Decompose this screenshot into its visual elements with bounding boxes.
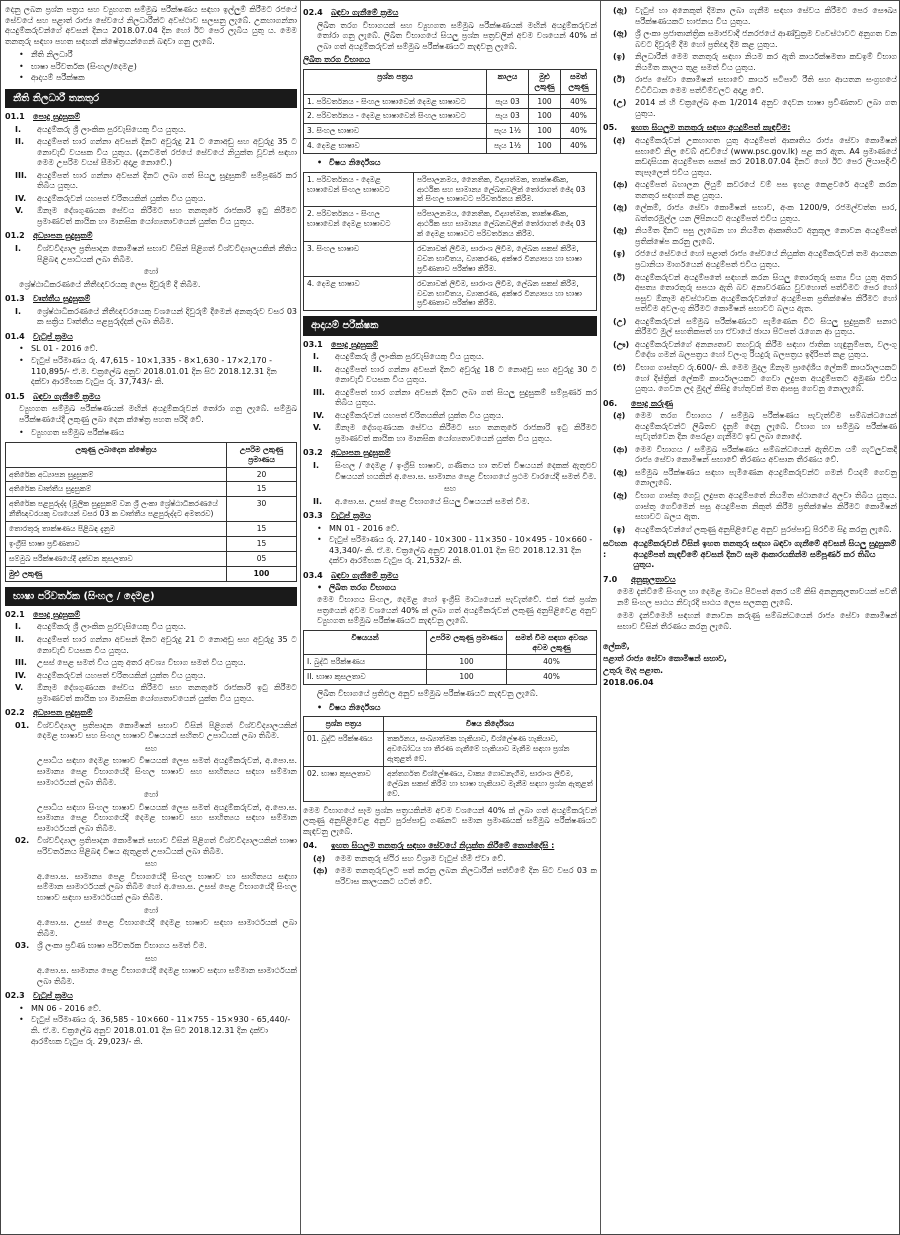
list-item: I. අයදුම්කරු ශ්‍රී ලාංකික පුරවැසියෙකු විය යුතුය. <box>15 124 187 134</box>
list-item: III. අයදුම්පත් භාර ගන්නා අවසන් දිනට ලබා ගත් සියලු සුදුසුකම් සම්පූර්ණ කර තිබිය යුතුය. <box>15 170 297 191</box>
table-row: 1. පරිවර්තනය - සිංහල භාෂාවෙන් දෙමළ භාෂාවට පැය 03 100 40% <box>304 94 597 109</box>
table-row: 4. දෙමළ භාෂාව පැය 1½ 100 40% <box>304 139 597 154</box>
section-heading: 01.3 වෘත්තීය සුදුසුකම් <box>5 294 91 304</box>
list-item: (ආ) අයදුම්පත් බහාලන ලියුම් කවරයේ වම් පස ඉහළ කෙළවරේ අයදුම් කරන තනතුර සඳහන් කළ යුතුය. <box>613 180 897 200</box>
list-item: • MN 01 - 2016 වේ. <box>317 523 400 533</box>
table-header: විෂයයන් <box>304 630 427 655</box>
list-item: (ඇ) වැටුප් හා අනෙකුත් දීමනා ලබා ගැනීම සඳහා සේවය කිරීමට පෙර සෞඛ්‍ය පරීක්ෂණයකට භාජනය විය යුතුය. <box>613 6 897 26</box>
table-row: 3. සිංහල භාෂාව පැය 1½ 100 40% <box>304 124 597 139</box>
connector-text: සහ <box>443 484 457 494</box>
section-heading: 02.4 බඳවා ගැනීමේ ක්‍රමය <box>303 8 399 17</box>
table-row: 1. පරිවර්තනය - දෙමළ භාෂාවෙන් සිංහල භාෂාවට පරිපාලනමය, නෛතික, විද්‍යාත්මක, තාක්ෂණික, ආර්ථික සහ සාමාන්‍ය ලේඛනවලින් තෝරාගත් ඡේද 03 ක් සිංහල භාෂාවට පරිවර්තනය කිරීම. <box>304 172 597 207</box>
list-item: (උ) 2014 ක් හි චක්‍රලේඛ අංක 1/2014 අනුව දෙවන භාෂා ප්‍රවීණතාව ලබා ගත යුතුය. <box>613 98 897 118</box>
marks-table <box>5 442 297 582</box>
section-heading: 01.4 වැටුප් ක්‍රමය <box>5 331 73 341</box>
list-item: 03. ශ්‍රී ලංකා ප්‍රවීණ භාෂා පරිවර්තක විභාගය සමත් වීම. <box>15 941 207 951</box>
table-header: මුළු ලකුණු <box>529 69 561 94</box>
table-row: 3. සිංහල භාෂාව රචනාවක් ලිවීම, සාරාංශ ලිවීම, ලේඛන සකස් කිරීම, වචන භාවිතය, ව්‍යාකරණ, අක්ෂර වින්‍යාසය හා භාෂා ප්‍රවීණතාව පරීක්ෂා කිරීම. <box>304 241 597 276</box>
section-heading: 04. ඉහත සියලුම තනතුරු සඳහා සේවයේ නියුක්ත කිරීමේ කොන්දේසි : <box>303 841 555 851</box>
list-item: III. උසස් පෙළ සමත් විය යුතු අතර අවශ්‍ය විභාග සමත් විය යුතුය. <box>15 658 246 668</box>
list-item: (ඉ) රජයේ සේවයේ හෝ පළාත් රාජ්‍ය සේවයේ නියුක්ත අයදුම්කරුවන් තම ආයතන ප්‍රධානියා මාර්ගයෙන් අයදුම්පත් එවිය යුතුය. <box>613 249 897 270</box>
table-header: කාලය <box>487 69 529 94</box>
section-heading: 03.3 වැටුප් ක්‍රමය <box>303 511 371 521</box>
signature-line: පළාත් රාජ්‍ය සේවා කොමිෂන් සභාව, <box>603 653 727 663</box>
list-item: • වැටුප් පරිමාණය රු. 27,140 - 10×300 - 11×350 - 10×495 - 10×660 - 43,340/- කි. ඒ.ම. චක්‍රලේඛ අනුව 2018.01.01 දින සිට 2018.12.31 දින දක්වා ආරම්භක වැටුප රු. 21,532/- කි. <box>317 535 593 566</box>
connector-text: සහ <box>144 743 158 753</box>
list-item: (ඊ) රාජ්‍ය සේවා කොමිෂන් සභාවේ කාර්ය පටිපාටි රීති සහ ආයතන සංග්‍රහයේ විධිවිධාන මෙම පත්වීම්වලට අදාළ වේ. <box>613 75 897 95</box>
column-1 <box>5 4 297 1234</box>
list-item: II. අ.පො.ස. උසස් පෙළ විභාගයේ සියලු විෂයයන් සමත් වීම. <box>313 496 530 506</box>
list-item: • විෂය නිර්දේශය <box>317 158 381 168</box>
section-banner-legal-officer: නීති නිලධාරී තනතුර <box>5 89 297 108</box>
section-heading: 03.4 බඳවා ගැනීමේ ක්‍රමය <box>303 570 399 580</box>
table-row: 02. භාෂා කුසලතාව අන්තර්ගත විශ්ලේෂණය, වාක්‍ය ගොඩනැගීම, සාරාංශ ලිවීම, ලේඛන සකස් කිරීම හා භාෂා හැකියාව මැනීම සඳහා ප්‍රශ්න ඇතුළත් වේ. <box>304 766 597 801</box>
list-item: IV. අයදුම්කරුවන් යහපත් චරිතයකින් යුක්ත විය යුතුය. <box>15 193 206 203</box>
section-heading: 03.1 පොදු සුදුසුකම් <box>303 339 379 349</box>
list-item: V. ඕනෑම දේශගුණයක සේවය කිරීමට සහ තනතුරේ රාජකාරි ඉටු කිරීමට ප්‍රමාණවත් කායික හා මානසික යෝග්‍යතාවයෙන් යුක්ත විය යුතුය. <box>15 206 297 226</box>
list-item: (අ) මෙම තනතුරු ස්ථිර සහ විශ්‍රාම වැටුප් හිමි ඒවා වේ. <box>313 853 506 863</box>
list-item: අ.පො.ස. උසස් පෙළ විභාගයේදී දෙමළ භාෂාව සඳහා සාමාර්ථයක් ලබා තිබීම. <box>37 918 297 938</box>
list-item: 01. විශ්වවිද්‍යාල ප්‍රතිපාදන කොමිෂන් සභාව විසින් පිළිගත් විශ්වවිද්‍යාලයකින් දෙමළ භාෂාව සහ සිංහල භාෂාව විෂයයන් සහිතව උපාධියක් ලබා තිබීම. <box>15 720 297 741</box>
list-item: II. අයදුම්පත් භාර ගන්නා අවසන් දිනට අවුරුදු 21 ට නොඅඩු සහ අවුරුදු 35 ට නොවැඩි වයසක විය යුතුය. (දැනටමත් රජයේ සේවයේ නියුක්ත වූවන් සඳහා මෙම උපරිම වයස් සීමාව අදාළ නොවේ.) <box>15 137 297 168</box>
list-item: • MN 06 - 2016 වේ. <box>19 1003 102 1013</box>
list-item: (අ) මෙම තරග විභාගය / සම්මුඛ පරීක්ෂණය පැවැත්වීම සම්බන්ධයෙන් අයදුම්කරුවන්ට ලිඛිතව දැනුම් දෙනු ලැබේ. විභාග හා සම්මුඛ පරීක්ෂණ පැවැත්වෙන දින පෙරළා ගැනීමට ඉඩ ලබා නොදේ. <box>613 411 897 442</box>
note-block <box>603 539 897 571</box>
body-text: ව්‍යුහගත සම්මුඛ පරීක්ෂණයක් මඟින් අයදුම්කරුවන් තෝරා ගනු ලැබේ. සම්මුඛ පරීක්ෂණයේදී ලකුණු ලබා දෙන ක්ෂේත්‍ර පහත පරිදි වේ. <box>19 404 297 424</box>
column-divider <box>300 1 301 1234</box>
list-item: I. සිංහල / දෙමළ / ඉංග්‍රීසි භාෂාව, ගණිතය හා තවත් විෂයයන් දෙකක් ඇතුළුව විෂයයන් හයකින් අ.පො.ස. සාමාන්‍ය පෙළ විභාගයේ ප්‍රථම වාරයේදී සමත් වීම. <box>313 460 597 481</box>
list-item: • ව්‍යුහගත සම්මුඛ පරීක්ෂණය <box>19 428 125 438</box>
list-item: • භාෂා පරිවර්තක (සිංහල/දෙමළ) <box>19 61 137 71</box>
list-item: • වැටුප් පරිමාණය රු. 47,615 - 10×1,335 - 8×1,630 - 17×2,170 - 110,895/- ඒ.ම. චක්‍රලේඛ අනුව 2018.01.01 දින සිට 2018.12.31 දින දක්වා ආරම්භක වැටුප රු. 37,743/- කි. <box>19 355 277 387</box>
connector-text: හෝ <box>143 790 159 800</box>
signature-line: ලේකම්, <box>603 641 630 651</box>
section-heading: 7.0 අනුකූලතාවය <box>603 574 676 584</box>
list-item: I. විශ්වවිද්‍යාල ප්‍රතිපාදන කොමිෂන් සභාව විසින් පිළිගත් විශ්වවිද්‍යාලයකින් නීතිය පිළිබඳ උපාධියක් ලබා තිබීම. <box>15 244 297 264</box>
table-header: උපරිම ලකුණු ප්‍රමාණය <box>427 630 507 655</box>
body-text: මෙම විභාගයේ සෑම ප්‍රශ්න පත්‍රයකින්ම අවම වශයෙන් 40% ක් ලබා ගත් අයදුම්කරුවන් ලකුණු අනුපිළිවෙළ අනුව පුරප්පාඩු ගණනට සමාන ප්‍රමාණයක් සම්මුඛ පරීක්ෂණයට කැඳවනු ලැබේ. <box>303 805 597 836</box>
list-item: III. අයදුම්පත් භාර ගන්නා අවසන් දිනට ලබා ගත් සියලු සුදුසුකම් සම්පූර්ණ කර තිබිය යුතුය. <box>313 387 597 408</box>
list-item: V. ඕනෑම දේශගුණයක සේවය කිරීමට සහ තනතුරේ රාජකාරි ඉටු කිරීමට ප්‍රමාණවත් කායික හා මානසික යෝග්‍යතාවයෙන් යුක්ත විය යුතුය. <box>15 683 297 703</box>
list-item: උපාධිය සඳහා සිංහල භාෂාව විෂයයක් ලෙස සමත් අයදුම්කරුවන්, අ.පො.ස. සාමාන්‍ය පෙළ විභාගයේදී දෙමළ භාෂාව සහ සාහිත්‍යය සඳහා සම්මාන සාමාර්ථයක් ලබා තිබීම. <box>37 802 297 833</box>
body-text: මෙම දැන්වීමෙහි සඳහන් නොවන කරුණු සම්බන්ධයෙන් රාජ්‍ය සේවා කොමිෂන් සභාව විසින් තීරණය කරනු ලැබේ. <box>617 611 897 631</box>
table-row: 01. බුද්ධි පරීක්ෂණය තර්කනය, සංඛ්‍යාත්මක හැකියාව, විශ්ලේෂණ හැකියාව, අවබෝධය හා තීරණ ගැනීමේ හැකියාව මැනීම සඳහා ප්‍රශ්න ඇතුළත් වේ. <box>304 732 597 767</box>
list-item: (ආ) මෙම විභාගය / සම්මුඛ පරීක්ෂණය සම්බන්ධයෙන් ඇතිවන යම් ගැටලුවකදී රාජ්‍ය සේවා කොමිෂන් සභාවේ තීරණය අවසාන තීරණය වේ. <box>613 444 897 465</box>
table-header: ප්‍රශ්න පත්‍රය <box>304 717 384 732</box>
sub-heading: ලිඛිත තරග විභාගය <box>303 55 371 65</box>
list-item: • ලිඛිත තරග විභාගය <box>317 583 397 593</box>
list-item: (ආ) මෙම තනතුරුවලට පත් කරනු ලබන නිලධාරීන් පත්වීමේ දින සිට වසර 03 ක පරිවාස කාලයකට යටත් වේ. <box>313 866 597 886</box>
section-banner-translator: භාෂා පරිවර්තක (සිංහල / දෙමළ) <box>5 587 297 606</box>
signature-date: 2018.06.04 <box>603 677 654 687</box>
list-item: (ඇ) ලේකම්, රාජ්‍ය සේවා කොමිෂන් සභාව, අංක 1200/9, රජමල්වත්ත පාර, බත්තරමුල්ල යන ලිපිනයට අයදුම්පත් එවිය යුතුය. <box>613 203 897 223</box>
list-item: • වැටුප් පරිමාණය රු. 36,585 - 10×660 - 11×755 - 15×930 - 65,440/- කි. ඒ.ම. චක්‍රලේඛ අනුව 2018.01.01 දින සිට 2018.12.31 දින දක්වා ආරම්භක වැටුප රු. 29,023/- කි. <box>19 1015 291 1046</box>
list-item: (අ) අයදුම්කරුවන් උකහාගත යුතු අයදුම්පත් ආකෘතිය රාජ්‍ය සේවා කොමිෂන් සභාවේ නිල වෙබ් අඩවියේ (www.psc.gov.lk) පළ කර ඇත. A4 ප්‍රමාණයේ කඩදාසියක අයදුම්පත සකස් කර 2018.07.04 දිනට හෝ ඊට පෙර ලියාපදිංචි තැපෑලෙන් එවිය යුතුය. <box>613 136 897 177</box>
intro-paragraph: දෙනු ලබන ප්‍රශ්න පත්‍රය සහ ව්‍යුහගත සම්මුඛ පරීක්ෂණය සඳහා ඉල්ලුම් කිරීමට රජයේ සේවයේ සහ පළාත් රාජ්‍ය සේවයේ නිලධාරීන්ට අවස්ථාව සලසනු ලැබේ. උකහාගන්නා අයදුම්කරුවන්ගේ අවසන් දිනය 2018.07.04 දින හෝ ඊට පෙර ලැබිය යුතු ය. මෙම තනතුරු සඳහා පහත සඳහන් ක්ෂේත්‍රයන්ගෙන් බඳවා ගනු ලැබේ. <box>5 5 297 46</box>
list-item: I. අයදුම්කරු ශ්‍රී ලාංකික පුරවැසියෙකු විය යුතුය. <box>313 352 485 362</box>
signature-block <box>603 641 897 689</box>
list-item: II. අයදුම්පත් භාර ගන්නා අවසන් දිනට අවුරුදු 21 ට නොඅඩු සහ අවුරුදු 35 ට නොවැඩි වයසක විය යුතුය. <box>15 634 297 655</box>
list-item: 02. විශ්වවිද්‍යාල ප්‍රතිපාදන කොමිෂන් සභාව විසින් පිළිගත් විශ්වවිද්‍යාලයකින් භාෂා පරිවර්තනය පිළිබඳ විෂය ඇතුළත් උපාධියක් ලබා තිබීම. <box>15 836 297 856</box>
body-text: මෙම විභාගය සිංහල, දෙමළ හෝ ඉංග්‍රීසි මාධ්‍යයෙන් පැවැත්වේ. එක් එක් ප්‍රශ්න පත්‍රයෙන් අවම වශයෙන් 40% ක් ලබා ගත් අයදුම්කරුවන් ලකුණු අනුපිළිවෙළ අනුව ව්‍යුහගත සම්මුඛ පරීක්ෂණයට කැඳවනු ලැබේ. <box>317 594 597 626</box>
table-row: අතිරේක පළපුරුද්ද (මූලික සුදුසුකම් වන ශ්‍රී ලංකා ශ්‍රේෂ්ඨාධිකරණයේ නීතීඥවරයකු වශයෙන් වසර 03 ක වෘත්තීය පළපුරුද්දට අමතරව) 30 <box>6 497 297 522</box>
exam-table <box>303 69 597 154</box>
list-item: II. අයදුම්පත් භාර ගන්නා අවසන් දිනට අවුරුදු 18 ට නොඅඩු සහ අවුරුදු 30 ට නොවැඩි වයසක විය යුතුය. <box>313 364 597 385</box>
list-item: (ඌ) අයදුම්කරුවන්ගේ අනන්‍යතාව තහවුරු කිරීම සඳහා ජාතික හැඳුනුම්පත, වලංගු විදේශ ගමන් බලපත්‍රය හෝ වලංගු රියදුරු බලපත්‍රය ඉදිරිපත් කළ යුතුය. <box>613 339 897 360</box>
section-heading: 05. ඉහත සියලුම තනතුරු සඳහා අයදුම්පත් කැඳවීම: <box>603 123 791 133</box>
table-header: සමත් වීම සඳහා අවශ්‍ය අවම ලකුණු <box>507 630 597 655</box>
note-label: සටහන : <box>603 539 628 559</box>
table-header: උපරිම ලකුණු ප්‍රමාණය <box>227 442 297 467</box>
list-item: අ.පො.ස. සාමාන්‍ය පෙළ විභාගයේදී සිංහල භාෂාව හා සාහිත්‍යය සඳහා සම්මාන සාමාර්ථයක් ලබා තිබීම හෝ අ.පො.ස. උසස් පෙළ විභාගයේදී සිංහල භාෂාව සඳහා සාමාර්ථයක් ලබා තිබීම. <box>37 871 297 902</box>
section-heading: 01.2 අධ්‍යාපන සුදුසුකම් <box>5 231 93 241</box>
table-row: ඉංග්‍රීසි භාෂා ප්‍රවීණතාව 15 <box>6 537 297 552</box>
list-item: IV. අයදුම්කරුවන් යහපත් චරිතයකින් යුක්ත විය යුතුය. <box>313 410 504 420</box>
connector-text: සහ <box>144 859 158 869</box>
syllabus-table <box>303 172 597 312</box>
table-header: විෂය නිර්දේශය <box>384 717 597 732</box>
list-item: I. ශ්‍රේෂ්ඨාධිකරණයේ නීතීඥවරයෙකු වශයෙන් දිවුරුම් දීමෙන් අනතුරුව වසර 03 ක සක්‍රිය වෘත්තීය පළපුරුද්දක් ලබා තිබීම. <box>15 306 297 327</box>
list-item: • විෂය නිර්දේශය <box>317 702 381 712</box>
list-item: IV. අයදුම්කරුවන් යහපත් චරිතයකින් යුක්ත විය යුතුය. <box>15 670 206 680</box>
body-text: ශ්‍රේෂ්ඨාධිකරණයේ නීතීඥවරයකු ලෙස දිවුරුම් දී තිබීම. <box>19 279 201 289</box>
body-text: මෙම දැන්වීමේ සිංහල හා දෙමළ මාධ්‍ය පිටපත් අතර යම් කිසි අනනුකූලතාවයක් පවතී නම් සිංහල පාඨය නිවැරදි පාඨය ලෙස සලකනු ලැබේ. <box>617 587 897 607</box>
list-item: (උ) අයදුම්කරුවන් සම්මුඛ පරීක්ෂණයට පැමිණෙන විට සියලු සුදුසුකම් සනාථ කිරීමට මුල් සහතිකපත් හා ඒවායේ ඡායා පිටපත් රැගෙන ආ යුතුය. <box>613 316 897 337</box>
list-item: අ.පො.ස. සාමාන්‍ය පෙළ විභාගයේදී දෙමළ භාෂාව සඳහා සම්මාන සාමාර්ථයක් ලබා තිබීම. <box>37 966 297 986</box>
list-item: උපාධිය සඳහා දෙමළ භාෂාව විෂයයක් ලෙස සමත් අයදුම්කරුවන්, අ.පො.ස. සාමාන්‍ය පෙළ විභාගයේදී සිංහල භාෂාව සහ සාහිත්‍යය සඳහා සම්මාන සාමාර්ථයක් ලබා තිබීම. <box>37 756 297 787</box>
column-divider <box>600 1 601 1234</box>
table-row: මුළු ලකුණු 100 <box>6 566 297 581</box>
list-item: (ඇ) සම්මුඛ පරීක්ෂණය සඳහා පැමිණෙන අයදුම්කරුවන්ට ගමන් වියදම් ගෙවනු නොලැබේ. <box>613 467 897 488</box>
table-row: II. භාෂා කුසලතාව 100 40% <box>304 670 597 685</box>
list-item: (එ) විභාග ගාස්තුව රු.600/- කි. මෙම මුදල ඕනෑම ප්‍රාදේශීය ලේකම් කාර්යාලයකට හෝ දිස්ත්‍රික් ලේකම් කාර්යාලයකට ගෙවා ලදුපත අයදුම්පතට අමුණා එවිය යුතුය. ගෙවන ලද මුදල් කිසිදු හේතුවක් මත ආපසු ගෙවනු නොලැබේ. <box>613 362 897 394</box>
list-item: (ඊ) අයදුම්කරුවන් අයදුම්පතේ සඳහන් කරන සියලු තොරතුරු සත්‍ය විය යුතු අතර අසත්‍ය තොරතුරු සපයා ඇති බව අනාවරණය වුවහොත් පත්වීමට පෙර හෝ පසුව ඕනෑම අවස්ථාවක අයදුම්කරුවන්ගේ අයදුම්පත ප්‍රතික්ෂේප කිරීමට හෝ පත්වීම අවලංගු කිරීමට කොමිෂන් සභාවට බලය ඇත. <box>613 272 897 314</box>
connector-text: හෝ <box>143 267 159 277</box>
connector-text: හෝ <box>143 905 159 915</box>
table-row: සම්මුඛ පරීක්ෂණයේදී දක්වන කුසලතාව 05 <box>6 551 297 566</box>
table-row: I. බුද්ධි පරීක්ෂණය 100 40% <box>304 655 597 670</box>
note-text: අයදුම්කරුවන් විසින් ඉහත තනතුරු සඳහා බඳවා ගැනීමේ අවසන් සියලු සුදුසුකම් අයදුම්පත් කැඳවීමේ අවසන් දිනට සෑම ආකාරයකින්ම සම්පූර්ණ කර තිබිය යුතුය. <box>633 539 897 570</box>
table-row: 4. දෙමළ භාෂාව රචනාවක් ලිවීම, සාරාංශ ලිවීම, ලේඛන සකස් කිරීම, වචන භාවිතය, ව්‍යාකරණ, අක්ෂර වින්‍යාසය හා භාෂා ප්‍රවීණතාව පරීක්ෂා කිරීම. <box>304 276 597 311</box>
section-heading: 02.1 පොදු සුදුසුකම් <box>5 609 81 619</box>
section-heading: 02.2 අධ්‍යාපන සුදුසුකම් <box>5 708 93 718</box>
column-3 <box>603 4 897 1234</box>
section-heading: 02.3 වැටුප් ක්‍රමය <box>5 991 73 1001</box>
section-heading: 06. පොදු කරුණු <box>603 398 674 408</box>
table-row: අතිරේක වෘත්තීය සුදුසුකම් 15 <box>6 482 297 497</box>
list-item: (ඉ) නිලධාරීන් මෙම තනතුරු සඳහා නියම කර ඇති කාර්යක්ෂමතා කඩඉම් විභාග නියමිත කාලය තුළ සමත් විය යුතුය. <box>613 52 897 72</box>
table-header: සමත් ලකුණු <box>561 69 597 94</box>
connector-text: සහ <box>144 953 158 963</box>
body-text: ලිඛිත විභාගයේ ප්‍රතිඵල අනුව සම්මුඛ පරීක්ෂණයට කැඳවනු ලැබේ. <box>317 689 539 699</box>
section-heading: 01.5 බඳවා ගැනීමේ ක්‍රමය <box>5 391 101 401</box>
section-heading: 01.1 පොදු සුදුසුකම් <box>5 112 81 122</box>
section-banner-revenue-inspector: ආදායම් පරීක්ෂක <box>303 316 597 335</box>
body-text: ලිඛිත තරග විභාගයක් සහ ව්‍යුහගත සම්මුඛ පරීක්ෂණයක් මඟින් අයදුම්කරුවන් තෝරා ගනු ලැබේ. ලිඛිත විභාගයේ සියලු ප්‍රශ්න පත්‍රවලින් අවම වශයෙන් 40% ක් ලබා ගත් අයදුම්කරුවන් සම්මුඛ පරීක්ෂණයට කැඳවනු ලැබේ. <box>317 20 597 51</box>
syllabus-table <box>303 716 597 801</box>
table-row: තොරතුරු තාක්ෂණය පිළිබඳ දැනුම 15 <box>6 522 297 537</box>
table-header: ප්‍රශ්න පත්‍රය <box>304 69 487 94</box>
list-item: I. අයදුම්කරු ශ්‍රී ලාංකික පුරවැසියෙකු විය යුතුය. <box>15 622 187 632</box>
table-row: 2. පරිවර්තනය - සිංහල භාෂාවෙන් දෙමළ භාෂාවට පරිපාලනමය, නෛතික, විද්‍යාත්මක, තාක්ෂණික, ආර්ථික සහ සාමාන්‍ය ලේඛනවලින් තෝරාගත් ඡේද 03 ක් දෙමළ භාෂාවට පරිවර්තනය කිරීම. <box>304 207 597 242</box>
signature-line: උතුරු මැද පළාත. <box>603 665 664 675</box>
list-item: • ආදායම් පරීක්ෂක <box>19 73 85 83</box>
table-header: ලකුණු ලබාදෙන ක්ෂේත්‍රය <box>6 442 227 467</box>
table-row: අතිරේක අධ්‍යාපන සුදුසුකම් 20 <box>6 467 297 482</box>
list-item: • SL 01 - 2016 වේ. <box>19 344 98 354</box>
list-item: (ඈ) නියමිත දිනට පසු ලැබෙන හා නියමිත ආකෘතියට අනුකූල නොවන අයදුම්පත් ප්‍රතික්ෂේප කරනු ලැබේ. <box>613 226 897 246</box>
list-item: (ඉ) අයදුම්කරුවන්ගේ ලකුණු අනුපිළිවෙළ අනුව පුරප්පාඩු පිරවීම සිදු කරනු ලැබේ. <box>613 524 892 534</box>
list-item: (ඈ) විභාග ගාස්තු ගෙවූ ලදුපත අයදුම්පතේ නියමිත ස්ථානයේ අලවා තිබිය යුතුය. ගාස්තු ගෙවීමෙන් පසු අයදුම්පත නිකුත් කිරීම ප්‍රතික්ෂේප කිරීමට කොමිෂන් සභාවට බලය ඇත. <box>613 490 897 522</box>
exam-table <box>303 630 597 686</box>
section-heading: 03.2 අධ්‍යාපන සුදුසුකම් <box>303 448 391 458</box>
list-item: (ඈ) ශ්‍රී ලංකා ප්‍රජාතාන්ත්‍රික සමාජවාදී ජනරජයේ ආණ්ඩුක්‍රම ව්‍යවස්ථාවට අනුගත වන බවට දිවුරුම් දීම හෝ ප්‍රතිඥා දීම කළ යුතුය. <box>613 29 897 49</box>
list-item: • නීති නිලධාරී <box>19 50 73 60</box>
list-item: V. ඕනෑම දේශගුණයක සේවය කිරීමට සහ තනතුරේ රාජකාරි ඉටු කිරීමට ප්‍රමාණවත් කායික හා මානසික යෝග්‍යතාවයෙන් යුක්ත විය යුතුය. <box>313 423 597 443</box>
column-2 <box>303 4 597 1234</box>
table-row: 2. පරිවර්තනය - දෙමළ භාෂාවෙන් සිංහල භාෂාවට පැය 03 100 40% <box>304 109 597 124</box>
